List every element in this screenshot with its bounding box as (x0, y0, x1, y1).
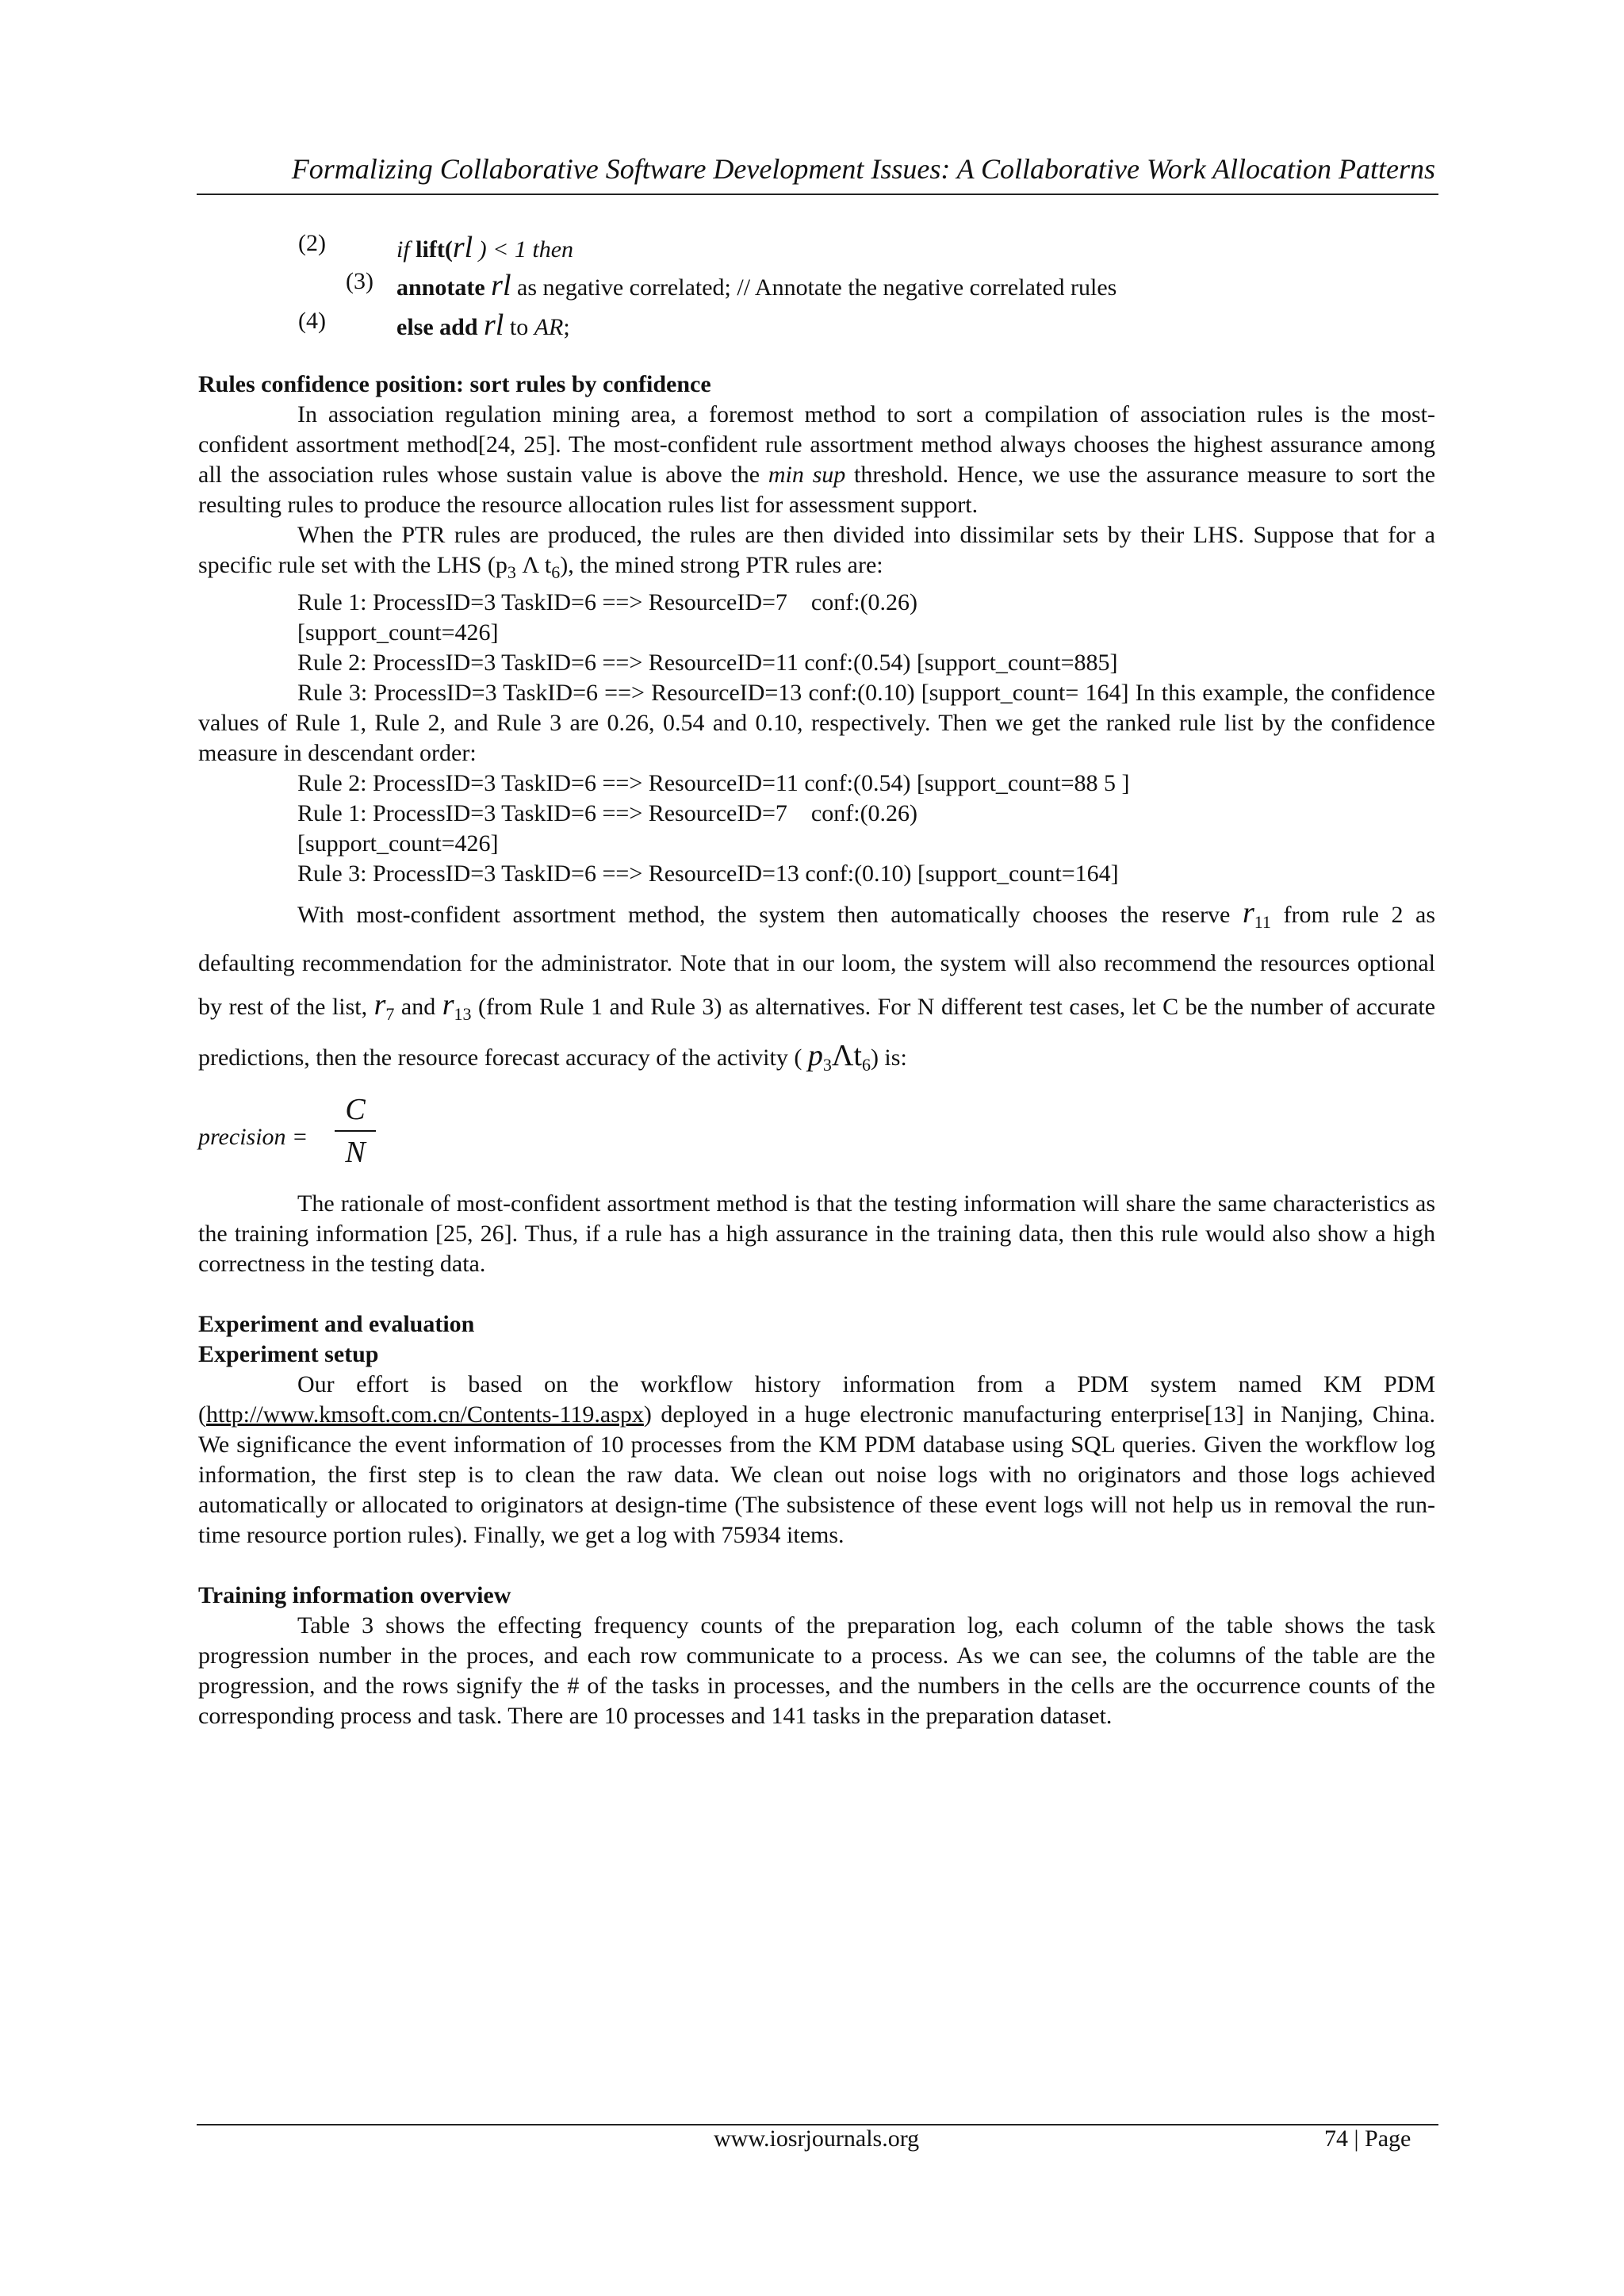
text: ), the mined strong PTR rules are: (560, 552, 883, 578)
annotate-text: as negative correlated; // Annotate the negative correlated rules (517, 274, 1117, 301)
rule-line: Rule 2: ProcessID=3 TaskID=6 ==> ResourceID=11 conf:(0.54) [support_count=885] (297, 650, 1118, 676)
running-title: Formalizing Collaborative Software Development Issues: A Collaborative Work Allocation Patterns (291, 153, 1435, 185)
subscript: 3 (822, 1055, 832, 1075)
line-number: (3) (346, 268, 373, 294)
subsection-heading-setup: Experiment setup (198, 1341, 379, 1367)
paragraph: The rationale of most-confident assortment method is that the testing information will share the same characteristics as the training information [25, 26]. Thus, if a rule has a high assurance in the training data, then this rule would also show a high correctness in the testing data. (198, 1190, 1435, 1277)
text: With most-confident assortment method, the system then automatically chooses the reserve (297, 902, 1231, 928)
paragraph (198, 520, 1435, 588)
subscript: 11 (1254, 912, 1271, 932)
precision-formula (198, 1091, 1435, 1186)
keyword-lift: lift( (416, 236, 453, 263)
spacer (198, 1550, 1435, 1581)
line-number: (2) (298, 230, 326, 256)
text: In association regulation mining area, a foremost method to sort a compilation of association rules is the most-confident assortment method[24, 25]. The most-confident rule assortment method always chooses the highest assurance among all the association rules whose sustain value is above the (198, 401, 1435, 488)
text: ) deployed in a huge electronic manufacturing enterprise[13] in Nanjing, China. We significance the event information of 10 processes from the KM PDM database using SQL queries. Given the workflow log information, the first step is to clean the raw data. We clean out noise logs with no originators and those logs achieved automatically or allocated to originators at design-time (The subsistence of these event logs will not help us in removal the run-time resource portion rules). Finally, we get a log with 75934 items. (198, 1401, 1435, 1548)
header-rule (197, 194, 1438, 195)
text: (from Rule 1 and Rule 3) as alternatives. For N different test cases, let C be the number of accurate predictions, then the resource forecast accuracy of the activity ( (198, 994, 1436, 1071)
text: Our effort is based on the workflow history information from a PDM system named KM PDM ( (198, 1371, 1435, 1428)
variable: r (1242, 896, 1254, 930)
algorithm-text (396, 308, 570, 343)
rule-line: Rule 3: ProcessID=3 TaskID=6 ==> ResourceID=13 conf:(0.10) [support_count=164] (297, 861, 1119, 887)
text: When the PTR rules are produced, the rules are then divided into dissimilar sets by their LHS. Suppose that for a specific rule set with the LHS (p (198, 522, 1435, 578)
fraction-bar (335, 1130, 376, 1132)
section-heading-experiment: Experiment and evaluation (198, 1311, 475, 1337)
to-text: to (509, 314, 529, 340)
emphasis: min sup (768, 462, 846, 488)
algorithm-text (396, 268, 1116, 303)
text: threshold. Hence, we use the assurance measure to sort the resulting rules to produce the resource allocation rules list for assessment support. (198, 462, 1436, 518)
algorithm-text (396, 230, 573, 265)
rule-line: [support_count=426] (297, 619, 499, 646)
text: and (400, 994, 436, 1020)
formula-denominator: N (345, 1136, 366, 1169)
variable: p (807, 1039, 823, 1072)
text: ) is: (870, 1045, 907, 1071)
spacer (198, 1279, 1435, 1309)
paragraph: Rule 3: ProcessID=3 TaskID=6 ==> ResourceID=13 conf:(0.10) [support_count= 164] In this example, the confidence values of Rule 1, Rule 2, and Rule 3 are 0.26, 0.54 and 0.10, respectively. Then we get the ranked rule list by the confidence measure in descendant order: (198, 680, 1435, 766)
formula-numerator: C (345, 1093, 366, 1126)
keyword-if: if (396, 236, 410, 263)
subscript: 7 (385, 1004, 395, 1024)
subscript: 13 (454, 1004, 472, 1024)
footer-website: www.iosrjournals.org (714, 2125, 920, 2152)
subsection-heading-training: Training information overview (198, 1582, 511, 1608)
rule-line: Rule 2: ProcessID=3 TaskID=6 ==> ResourceID=11 conf:(0.54) [support_count=88 5 ] (297, 770, 1130, 796)
variable: Λt (831, 1039, 862, 1072)
ar-variable: AR (534, 314, 564, 340)
condition-text: ) < 1 then (478, 236, 574, 263)
paragraph: Table 3 shows the effecting frequency counts of the preparation log, each column of the table shows the task progression number in the proces, and each row communicate to a process. As we can see, the columns of the table are the progression, and the rows signify the # of the tasks in processes, and the numbers in the cells are the occurrence counts of the corresponding process and task. There are 10 processes and 141 tasks in the preparation dataset. (198, 1612, 1435, 1729)
subscript: 3 (507, 562, 516, 582)
keyword-else-add: else add (396, 314, 478, 340)
semicolon: ; (563, 314, 570, 340)
text: Λ t (515, 552, 552, 578)
line-number: (4) (298, 308, 326, 334)
formula-lhs: precision = (198, 1124, 308, 1150)
rule-line: Rule 1: ProcessID=3 TaskID=6 ==> ResourceID=7 conf:(0.26) (297, 589, 918, 615)
main-content (198, 370, 1435, 1731)
rule-variable: rl (491, 269, 511, 302)
rule-variable: rl (484, 309, 504, 342)
variable: r (373, 988, 386, 1022)
text: from rule 2 as defaulting recommendation for the administrator. Note that in our loom, the system will also recommend the resources optional by rest of the list, (198, 902, 1436, 1020)
formula-fraction (335, 1091, 376, 1171)
footer-page-number: 74 | Page (1324, 2125, 1411, 2152)
paragraph (198, 400, 1435, 520)
keyword-annotate: annotate (396, 274, 485, 301)
paragraph (198, 892, 1435, 1086)
rule-line: Rule 1: ProcessID=3 TaskID=6 ==> ResourceID=7 conf:(0.26) (297, 800, 918, 826)
url-link[interactable]: http://www.kmsoft.com.cn/Contents-119.aspx (206, 1401, 644, 1428)
subscript: 6 (551, 562, 561, 582)
rule-variable: rl (452, 231, 473, 264)
section-heading-rules: Rules confidence position: sort rules by confidence (198, 371, 711, 397)
rule-line: [support_count=426] (297, 830, 499, 857)
subscript: 6 (861, 1055, 871, 1075)
paragraph (198, 1370, 1435, 1550)
variable: r (442, 988, 454, 1022)
